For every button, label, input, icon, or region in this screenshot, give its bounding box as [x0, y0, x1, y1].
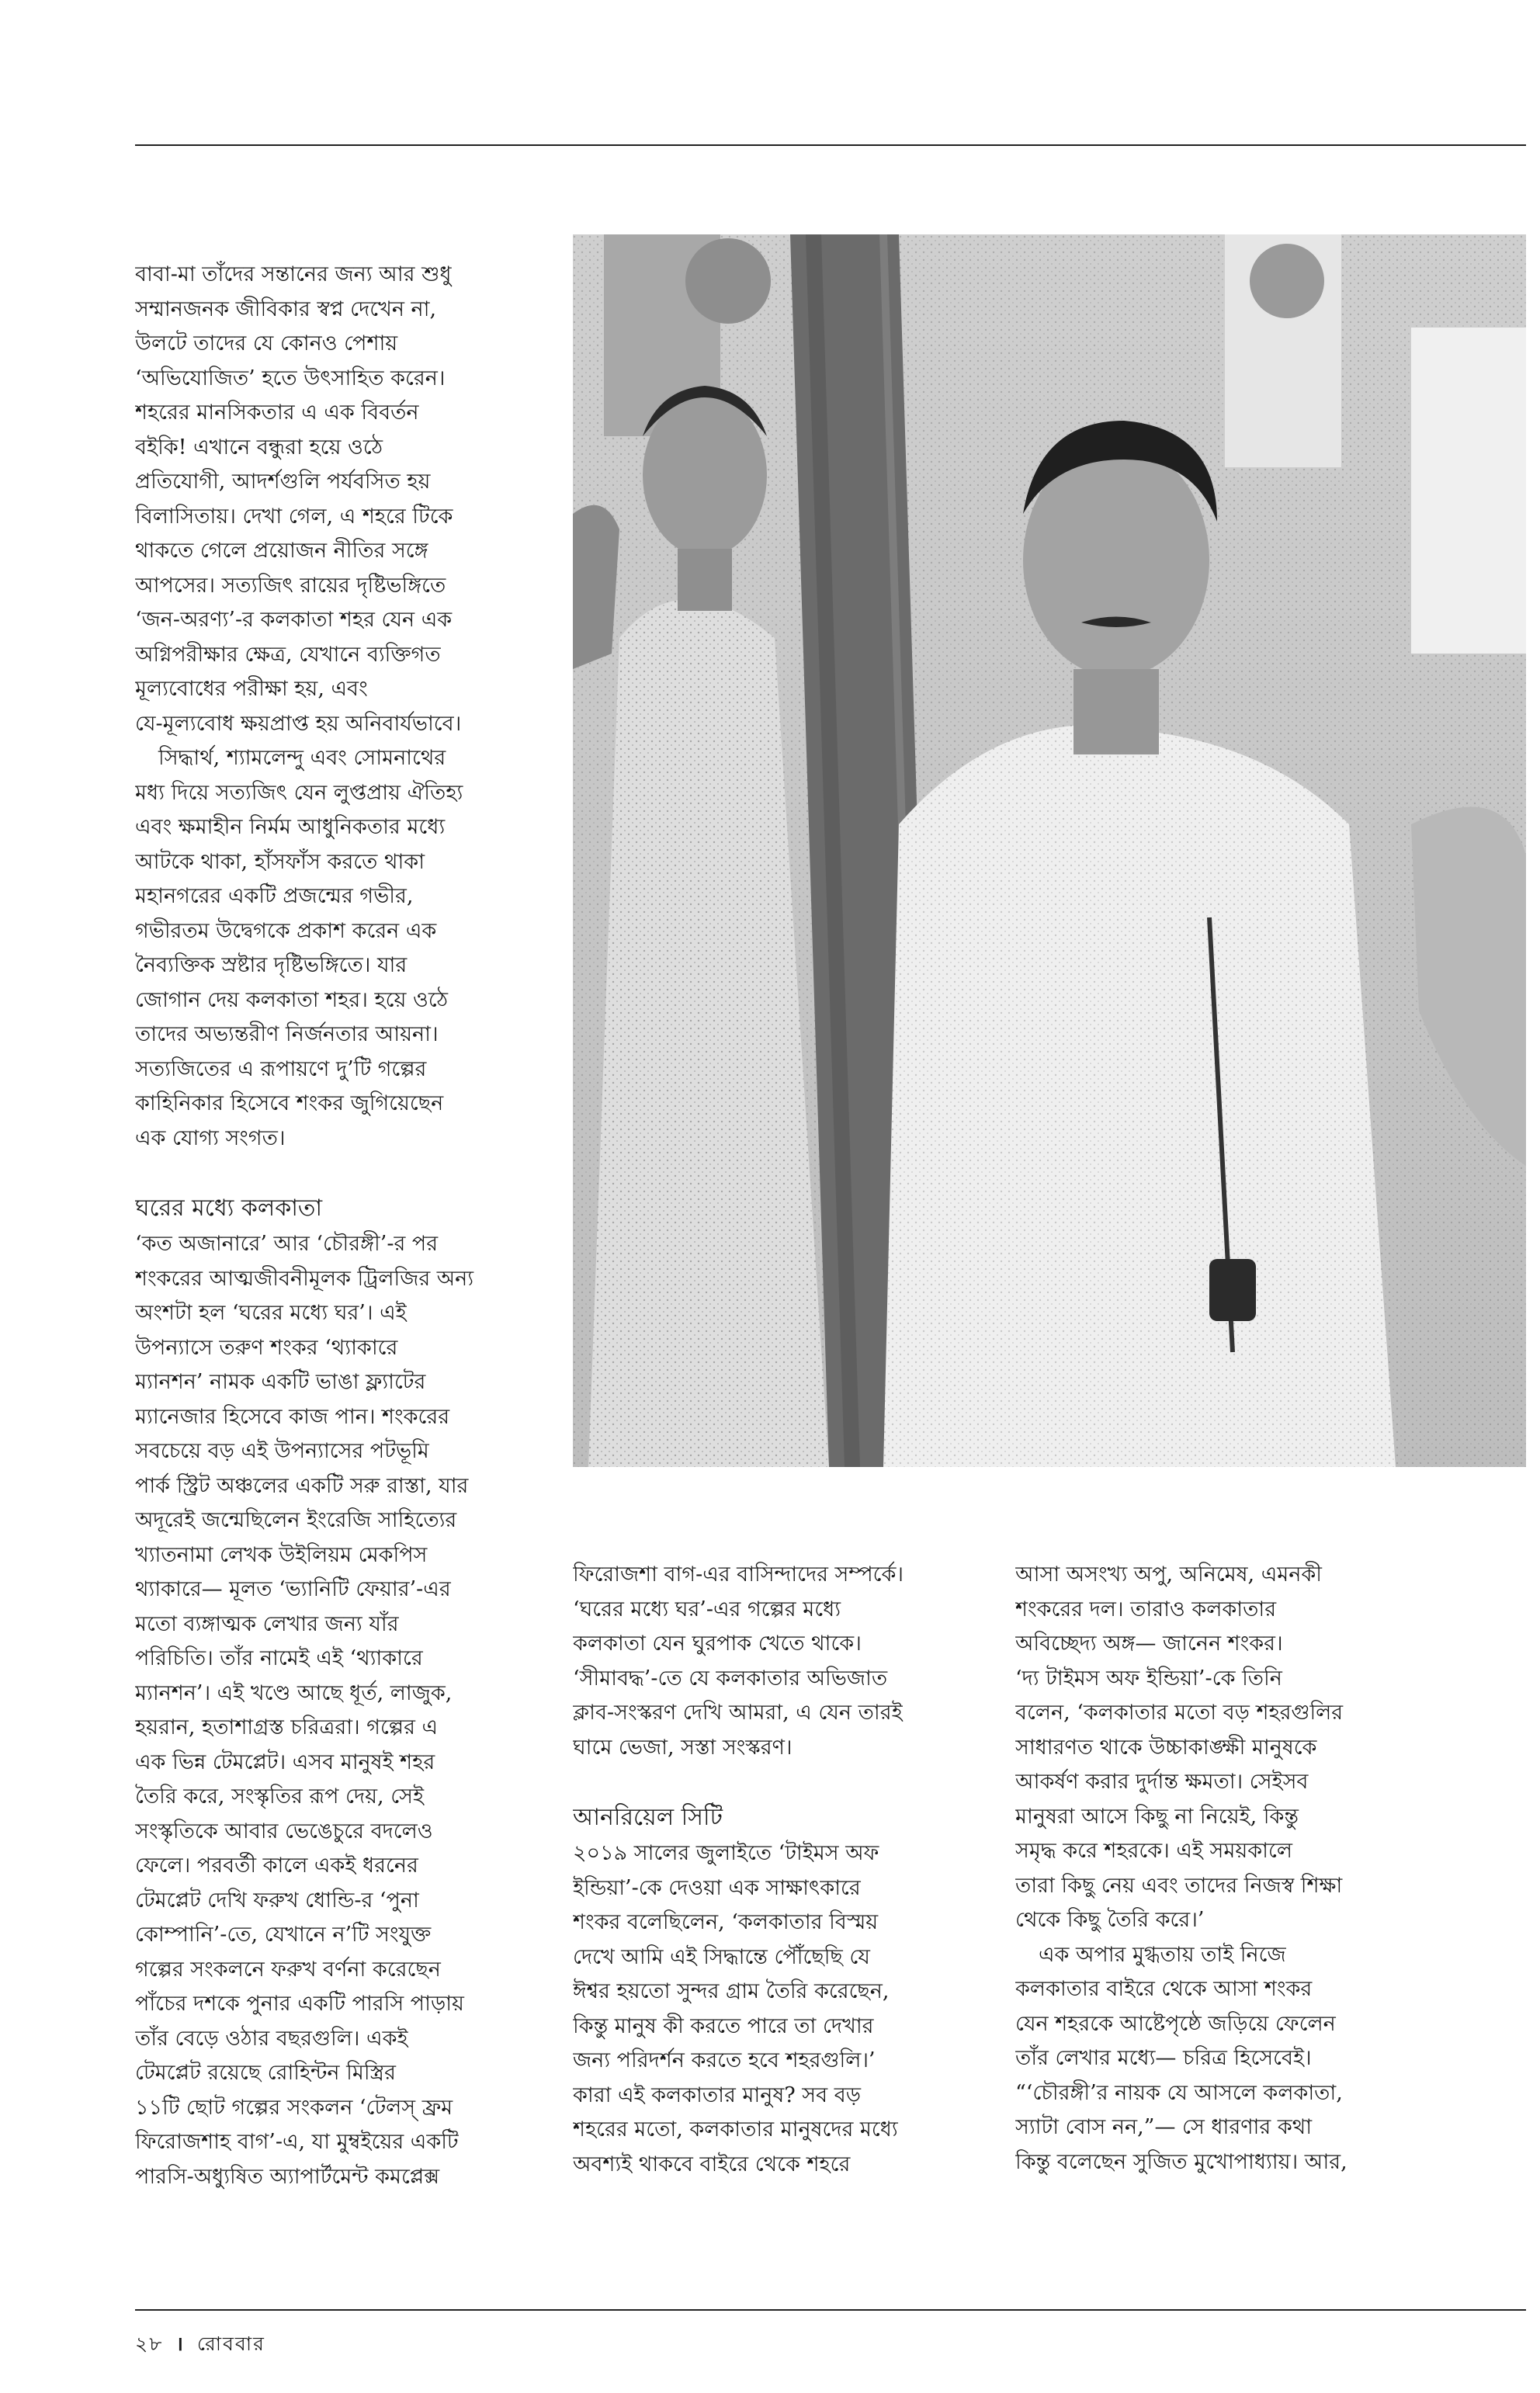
- text-line: তৈরি করে, সংস্কৃতির রূপ দেয়, সেই: [135, 1784, 425, 1809]
- text-line: এবং ক্ষমাহীন নির্মম আধুনিকতার মধ্যে: [135, 815, 446, 839]
- text-line: নৈব্যক্তিক স্রষ্টার দৃষ্টিভঙ্গিতে। যার: [135, 953, 408, 977]
- top-rule: [135, 144, 1526, 146]
- text-line: পাঁচের দশকে পুনার একটি পারসি পাড়ায়: [135, 1992, 464, 2016]
- col1-paragraph-3: [135, 1227, 554, 2194]
- text-line: ম্যানশন’। এই খণ্ডে আছে ধূর্ত, লাজুক,: [135, 1680, 453, 1705]
- text-line: ঈশ্বর হয়তো সুন্দর গ্রাম তৈরি করেছেন,: [573, 1979, 890, 2003]
- bottom-rule: [135, 2309, 1526, 2311]
- text-line: অবশ্যই থাকবে বাইরে থেকে শহরে: [573, 2152, 851, 2176]
- text-line: “‘চৌরঙ্গী’র নায়ক যে আসলে কলকাতা,: [1015, 2080, 1343, 2105]
- text-line: সংস্কৃতিকে আবার ভেঙেচুরে বদলেও: [135, 1819, 433, 1843]
- text-line: শংকরের দল। তারাও কলকাতার: [1015, 1597, 1277, 1621]
- text-line: ‘দ্য টাইমস অফ ইন্ডিয়া’-কে তিনি: [1015, 1666, 1282, 1691]
- text-line: ফিরোজশাহ বাগ’-এ, যা মুম্বইয়ের একটি: [135, 2130, 459, 2154]
- text-line: পার্ক স্ট্রিট অঞ্চলের একটি সরু রাস্তা, যার: [135, 1473, 469, 1498]
- young-man-face: [643, 394, 767, 557]
- text-line: জোগান দেয় কলকাতা শহর। হয়ে ওঠে: [135, 987, 449, 1012]
- text-line: এক ভিন্ন টেমপ্লেট। এসব মানুষই শহর: [135, 1750, 435, 1774]
- col1-paragraph-1: [135, 258, 554, 741]
- page-footer: [135, 2329, 265, 2362]
- section-heading-unreal-city: আনরিয়েল সিটি: [573, 1804, 723, 1831]
- article-column-2: [573, 1558, 1008, 2182]
- text-line: টেমপ্লেট রয়েছে রোহিন্টন মিস্ত্রির: [135, 2061, 396, 2085]
- text-line: ‘অভিযোজিত’ হতে উৎসাহিত করেন।: [135, 366, 446, 390]
- text-line: মতো ব্যঙ্গাত্মক লেখার জন্য যাঁর: [135, 1611, 399, 1636]
- col1-paragraph-2: [135, 741, 554, 1156]
- text-line: ফিরোজশা বাগ-এর বাসিন্দাদের সম্পর্কে।: [573, 1562, 904, 1587]
- text-line: শহরের মানসিকতার এ এক বিবর্তন: [135, 401, 419, 425]
- film-still-photo: [573, 234, 1526, 1467]
- text-line: সম্মানজনক জীবিকার স্বপ্ন দেখেন না,: [135, 297, 437, 321]
- text-line: বাবা-মা তাঁদের সন্তানের জন্য আর শুধু: [135, 262, 452, 286]
- text-line: পরিচিতি। তাঁর নামেই এই ‘থ্যাকারে: [135, 1646, 423, 1670]
- text-line: তাদের অভ্যন্তরীণ নির্জনতার আয়না।: [135, 1022, 439, 1046]
- text-line: ঘামে ভেজা, সস্তা সংস্করণ।: [573, 1735, 793, 1760]
- text-line: তারা কিছু নেয় এবং তাদের নিজস্ব শিক্ষা: [1015, 1873, 1343, 1898]
- background-figure: [1411, 328, 1526, 654]
- text-line: থ্যাকারে— মূলত ‘ভ্যানিটি ফেয়ার’-এর: [135, 1577, 451, 1601]
- text-line: বিলাসিতায়। দেখা গেল, এ শহরে টিকে: [135, 504, 453, 529]
- text-line: ‘কত অজানারে’ আর ‘চৌরঙ্গী’-র পর: [135, 1232, 439, 1256]
- text-line: তাঁর বেড়ে ওঠার বছরগুলি। একই: [135, 2026, 408, 2051]
- text-line: মানুষরা আসে কিছু না নিয়েই, কিন্তু: [1015, 1804, 1299, 1829]
- text-line: স্যাটা বোস নন,”— সে ধারণার কথা: [1015, 2115, 1313, 2139]
- text-line: অদূরেই জন্মেছিলেন ইংরেজি সাহিত্যের: [135, 1508, 457, 1532]
- text-line: ম্যানেজার হিসেবে কাজ পান। শংকরের: [135, 1404, 450, 1429]
- article-column-3: [1015, 1558, 1450, 2180]
- section-heading-ghorer-modhye-kolkata: ঘরের মধ্যে কলকাতা: [135, 1195, 323, 1222]
- text-line: জন্য পরিদর্শন করতে হবে শহরগুলি।’: [573, 2048, 876, 2072]
- text-line: যেন শহরকে আষ্টেপৃষ্ঠে জড়িয়ে ফেলেন: [1015, 2011, 1336, 2036]
- text-line: ক্লাব-সংস্করণ দেখি আমরা, এ যেন তারই: [573, 1701, 903, 1725]
- text-line: থেকে কিছু তৈরি করে।’: [1015, 1908, 1205, 1932]
- text-line: হয়রান, হতাশাগ্রস্ত চরিত্ররা। গল্পের এ: [135, 1715, 439, 1739]
- text-line: এক যোগ্য সংগত।: [135, 1125, 286, 1150]
- text-line: কিন্তু বলেছেন সুজিত মুখোপাধ্যায়। আর,: [1015, 2149, 1348, 2174]
- text-line: অগ্নিপরীক্ষার ক্ষেত্র, যেখানে ব্যক্তিগত: [135, 642, 441, 667]
- text-line: শংকর বলেছিলেন, ‘কলকাতার বিস্ময়: [573, 1910, 879, 1934]
- text-line: ‘ঘরের মধ্যে ঘর’-এর গল্পের মধ্যে: [573, 1597, 841, 1621]
- text-line: সমৃদ্ধ করে শহরকে। এই সময়কালে: [1015, 1839, 1292, 1863]
- text-line: আটকে থাকা, হাঁসফাঁস করতে থাকা: [135, 849, 425, 874]
- text-line: সত্যজিতের এ রূপায়ণে দু’টি গল্পের: [135, 1056, 427, 1081]
- text-line: খ্যাতনামা লেখক উইলিয়ম মেকপিস: [135, 1542, 428, 1567]
- text-line: আকর্ষণ করার দুর্দান্ত ক্ষমতা। সেইসব: [1015, 1770, 1309, 1794]
- text-line: এক অপার মুগ্ধতায় তাই নিজে: [1039, 1942, 1286, 1967]
- text-line: কলকাতা যেন ঘুরপাক খেতে থাকে।: [573, 1632, 862, 1656]
- text-line: ইন্ডিয়া’-কে দেওয়া এক সাক্ষাৎকারে: [573, 1875, 861, 1900]
- col2-paragraph-2: [573, 1836, 1008, 2182]
- text-line: আসা অসংখ্য অপু, অনিমেষ, এমনকী: [1015, 1562, 1322, 1587]
- text-line: কিন্তু মানুষ কী করতে পারে তা দেখার: [573, 2013, 874, 2038]
- text-line: বলেন, ‘কলকাতার মতো বড় শহরগুলির: [1015, 1701, 1344, 1725]
- text-line: ম্যানশন’ নামক একটি ভাঙা ফ্ল্যাটের: [135, 1370, 426, 1394]
- text-line: ১১টি ছোট গল্পের সংকলন ‘টেলস্ ফ্রম: [135, 2095, 453, 2120]
- text-line: অংশটা হল ‘ঘরের মধ্যে ঘর’। এই: [135, 1301, 407, 1325]
- footer-separator: ।: [175, 2332, 185, 2355]
- photo-illustration: [573, 234, 1526, 1467]
- text-line: ‘জন-অরণ্য’-র কলকাতা শহর যেন এক: [135, 608, 453, 632]
- col2-paragraph-1: [573, 1558, 1008, 1765]
- text-line: সিদ্ধার্থ, শ্যামলেন্দু এবং সোমনাথের: [158, 746, 446, 770]
- text-line: প্রতিযোগী, আদর্শগুলি পর্যবসিত হয়: [135, 470, 431, 494]
- section-gap: [135, 1156, 554, 1190]
- text-line: বইকি! এখানে বন্ধুরা হয়ে ওঠে: [135, 435, 383, 460]
- text-line: অবিচ্ছেদ্য অঙ্গ— জানেন শংকর।: [1015, 1632, 1283, 1656]
- text-line: মূল্যবোধের পরীক্ষা হয়, এবং: [135, 677, 368, 701]
- text-line: কারা এই কলকাতার মানুষ? সব বড়: [573, 2083, 862, 2107]
- text-line: মহানগরের একটি প্রজন্মের গভীর,: [135, 884, 414, 908]
- text-line: গল্পের সংকলনে ফরুখ বর্ণনা করেছেন: [135, 1957, 441, 1982]
- text-line: পারসি-অধ্যুষিত অ্যাপার্টমেন্ট কমপ্লেক্স: [135, 2164, 440, 2189]
- text-line: তাঁর লেখার মধ্যে— চরিত্র হিসেবেই।: [1015, 2046, 1312, 2070]
- col3-paragraph-1: [1015, 1558, 1450, 1938]
- text-line: উলটে তাদের যে কোনও পেশায়: [135, 331, 398, 355]
- section-gap: [573, 1765, 1008, 1799]
- text-line: ‘সীমাবদ্ধ’-তে যে কলকাতার অভিজাত: [573, 1666, 888, 1691]
- col3-paragraph-2: [1015, 1938, 1450, 2180]
- text-line: গভীরতম উদ্বেগকে প্রকাশ করেন এক: [135, 918, 437, 943]
- article-column-1: [135, 258, 554, 2194]
- text-line: ফেলে। পরবর্তী কালে একই ধরনের: [135, 1854, 418, 1878]
- text-line: কাহিনিকার হিসেবে শংকর জুগিয়েছেন: [135, 1091, 444, 1115]
- page-number: ২৮: [135, 2332, 164, 2355]
- text-line: ২০১৯ সালের জুলাইতে ‘টাইমস অফ: [573, 1841, 879, 1865]
- publication-name: রোববার: [196, 2332, 265, 2355]
- text-line: যে-মূল্যবোধ ক্ষয়প্রাপ্ত হয় অনিবার্যভাবে।: [135, 711, 462, 736]
- text-line: শহরের মতো, কলকাতার মানুষদের মধ্যে: [573, 2117, 898, 2142]
- text-line: সাধারণত থাকে উচ্চাকাঙ্ক্ষী মানুষকে: [1015, 1735, 1317, 1760]
- text-line: আপসের। সত্যজিৎ রায়ের দৃষ্টিভঙ্গিতে: [135, 573, 446, 598]
- text-line: শংকরের আত্মজীবনীমূলক ট্রিলজির অন্য: [135, 1266, 474, 1291]
- text-line: থাকতে গেলে প্রয়োজন নীতির সঙ্গে: [135, 539, 428, 563]
- text-line: কোম্পানি’-তে, যেখানে ন’টি সংযুক্ত: [135, 1923, 432, 1947]
- text-line: কলকাতার বাইরে থেকে আসা শংকর: [1015, 1977, 1313, 2001]
- transistor-device: [1209, 1259, 1256, 1321]
- background-head: [1250, 244, 1324, 318]
- text-line: উপন্যাসে তরুণ শংকর ‘থ্যাকারে: [135, 1335, 398, 1360]
- text-line: মধ্য দিয়ে সত্যজিৎ যেন লুপ্তপ্রায় ঐতিহ্য: [135, 780, 463, 805]
- text-line: সবচেয়ে বড় এই উপন্যাসের পটভূমি: [135, 1439, 429, 1463]
- text-line: টেমপ্লেট দেখি ফরুখ ধোন্ডি-র ‘পুনা: [135, 1888, 419, 1913]
- text-line: দেখে আমি এই সিদ্ধান্তে পৌঁছেছি যে: [573, 1944, 870, 1969]
- background-head: [685, 238, 771, 324]
